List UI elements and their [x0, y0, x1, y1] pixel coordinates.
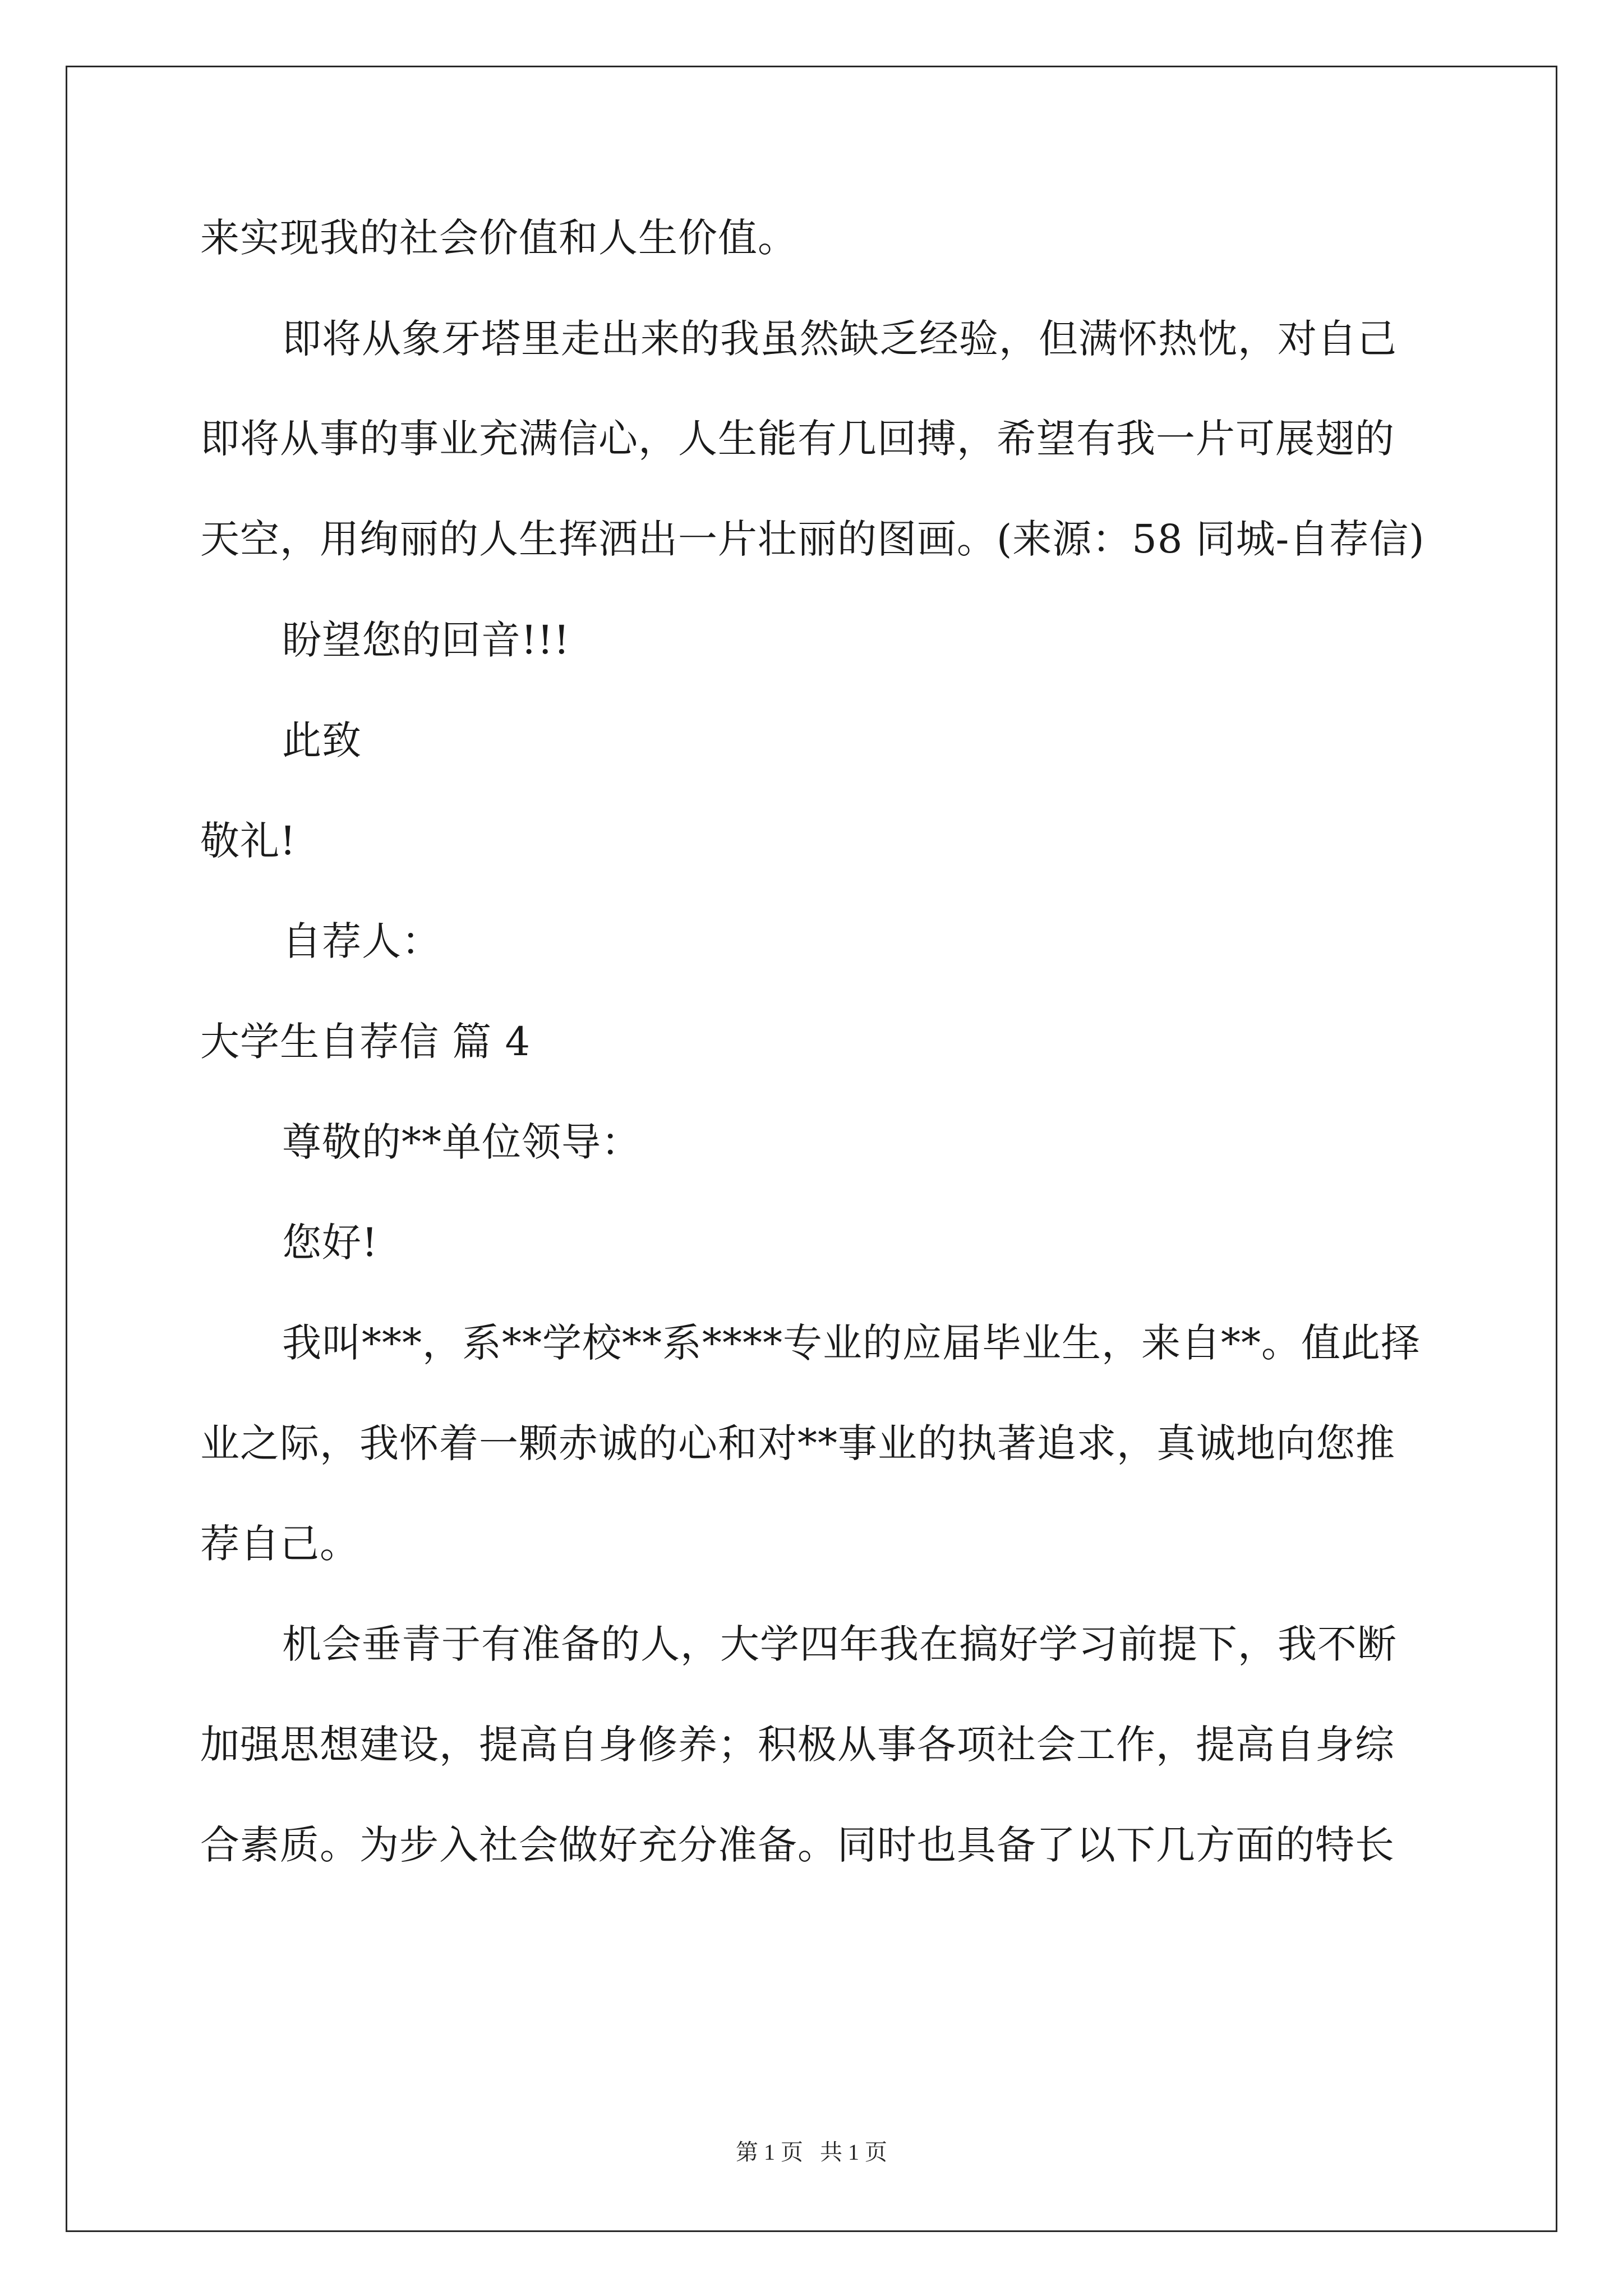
- text-line: 敬礼!: [200, 818, 297, 864]
- text-line: 来实现我的社会价值和人生价值。: [200, 215, 797, 261]
- text-line: 合素质。为步入社会做好充分准备。同时也具备了以下几方面的特长: [200, 1822, 1395, 1868]
- text-line: 您好!: [282, 1220, 379, 1266]
- text-line: 我叫***，系**学校**系****专业的应届毕业生，来自**。值此择: [282, 1320, 1421, 1366]
- text-line: 即将从象牙塔里走出来的我虽然缺乏经验，但满怀热忱，对自己: [282, 316, 1397, 362]
- text-line: 尊敬的**单位领导：: [282, 1119, 641, 1165]
- text-line: 此致: [282, 717, 362, 763]
- text-line: 加强思想建设，提高自身修养；积极从事各项社会工作，提高自身综: [200, 1722, 1395, 1768]
- section-heading: 大学生自荐信 篇 4: [200, 1019, 531, 1065]
- page-footer: 第 1 页 共 1 页: [736, 2139, 887, 2165]
- text-line: 盼望您的回音!!!: [282, 617, 570, 663]
- text-line: 业之际，我怀着一颗赤诚的心和对**事业的执著追求，真诚地向您推: [200, 1420, 1395, 1466]
- text-line: 自荐人：: [282, 918, 441, 964]
- text-line: 即将从事的事业充满信心，人生能有几回搏，希望有我一片可展翅的: [200, 416, 1395, 462]
- text-line: 天空，用绚丽的人生挥洒出一片壮丽的图画。(来源：58 同城-自荐信): [200, 516, 1425, 562]
- text-line: 荐自己。: [200, 1521, 359, 1567]
- text-line: 机会垂青于有准备的人，大学四年我在搞好学习前提下，我不断: [282, 1621, 1397, 1667]
